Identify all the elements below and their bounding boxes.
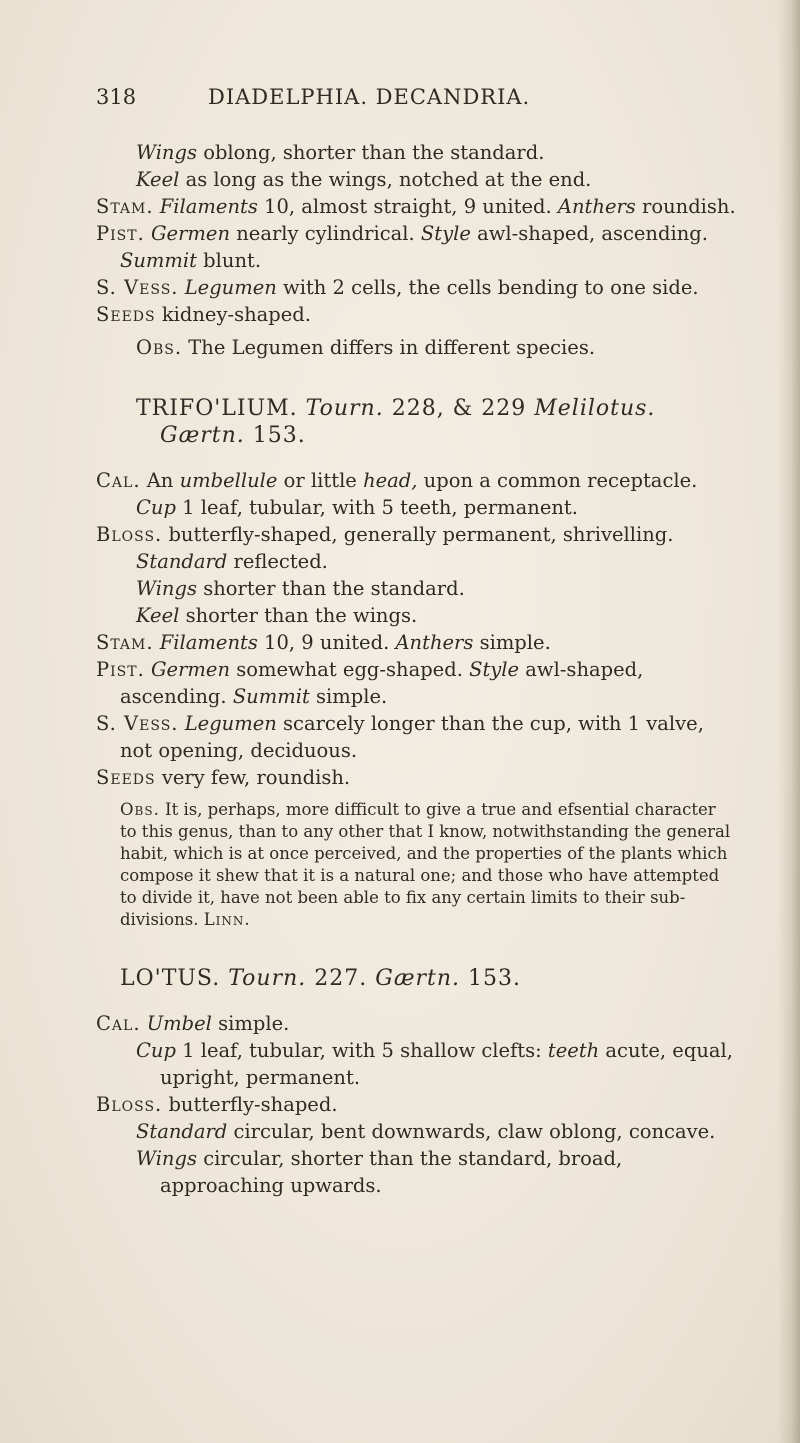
genus-heading-trifolium: TRIFO'LIUM. Tourn. 228, & 229 Melilotus. Gærtn. 153. bbox=[136, 396, 656, 448]
seeds-line: Seeds kidney-shaped. bbox=[96, 303, 311, 326]
pistil-line: Pist. Germen nearly cylindrical. Style awl-shaped, ascending. Summit blunt. bbox=[96, 222, 708, 272]
wings-line: Wings circular, shorter than the standard, broad, approaching upwards. bbox=[136, 1147, 623, 1197]
keel-line: Keel shorter than the wings. bbox=[136, 604, 418, 627]
cup-line: Cup 1 leaf, tubular, with 5 shallow clefts: teeth acute, equal, upright, permanent. bbox=[136, 1039, 733, 1089]
pistil-line: Pist. Germen somewhat egg-shaped. Style awl-shaped, ascending. Summit simple. bbox=[96, 658, 644, 708]
standard-line: Standard reflected. bbox=[136, 550, 328, 573]
observation: Obs. It is, perhaps, more difficult to give a true and efsential character to this genus, than to any other that I know, notwithstanding the general habit, which is at once perceived, and the properties of the plants which compose it shew that it is a natural one; and those who have attempted to divide it, have not been able to fix any certain limits to their sub-divisions. Linn. bbox=[120, 800, 731, 929]
page-content bbox=[96, 84, 736, 1199]
blossom-line: Bloss. butterfly-shaped, generally permanent, shrivelling. bbox=[96, 523, 674, 546]
seed-vessel-line: S. Vess. Legumen with 2 cells, the cells bending to one side. bbox=[96, 276, 699, 299]
stamens-line: Stam. Filaments 10, 9 united. Anthers simple. bbox=[96, 631, 551, 654]
observation: Obs. The Legumen differs in different species. bbox=[136, 336, 596, 359]
running-title: DIADELPHIA. DECANDRIA. bbox=[208, 85, 531, 109]
genus-heading-lotus: LO'TUS. Tourn. 227. Gærtn. 153. bbox=[120, 966, 522, 991]
page-edge-shadow bbox=[778, 0, 800, 1443]
stamens-line: Stam. Filaments 10, almost straight, 9 united. Anthers roundish. bbox=[96, 195, 736, 218]
seed-vessel-line: S. Vess. Legumen scarcely longer than the cup, with 1 valve, not opening, deciduous. bbox=[96, 712, 704, 762]
keel-line: Keel as long as the wings, notched at the end. bbox=[136, 168, 592, 191]
calyx-line: Cal. An umbellule or little head, upon a common receptacle. bbox=[96, 469, 698, 492]
seeds-line: Seeds very few, roundish. bbox=[96, 766, 351, 789]
wings-line: Wings oblong, shorter than the standard. bbox=[136, 141, 545, 164]
cup-line: Cup 1 leaf, tubular, with 5 teeth, permanent. bbox=[136, 496, 578, 519]
blossom-line: Bloss. butterfly-shaped. bbox=[96, 1093, 338, 1116]
running-header bbox=[96, 84, 736, 111]
wings-line: Wings shorter than the standard. bbox=[136, 577, 465, 600]
standard-line: Standard circular, bent downwards, claw oblong, concave. bbox=[136, 1120, 716, 1143]
calyx-line: Cal. Umbel simple. bbox=[96, 1012, 290, 1035]
page-number: 318 bbox=[96, 85, 137, 109]
